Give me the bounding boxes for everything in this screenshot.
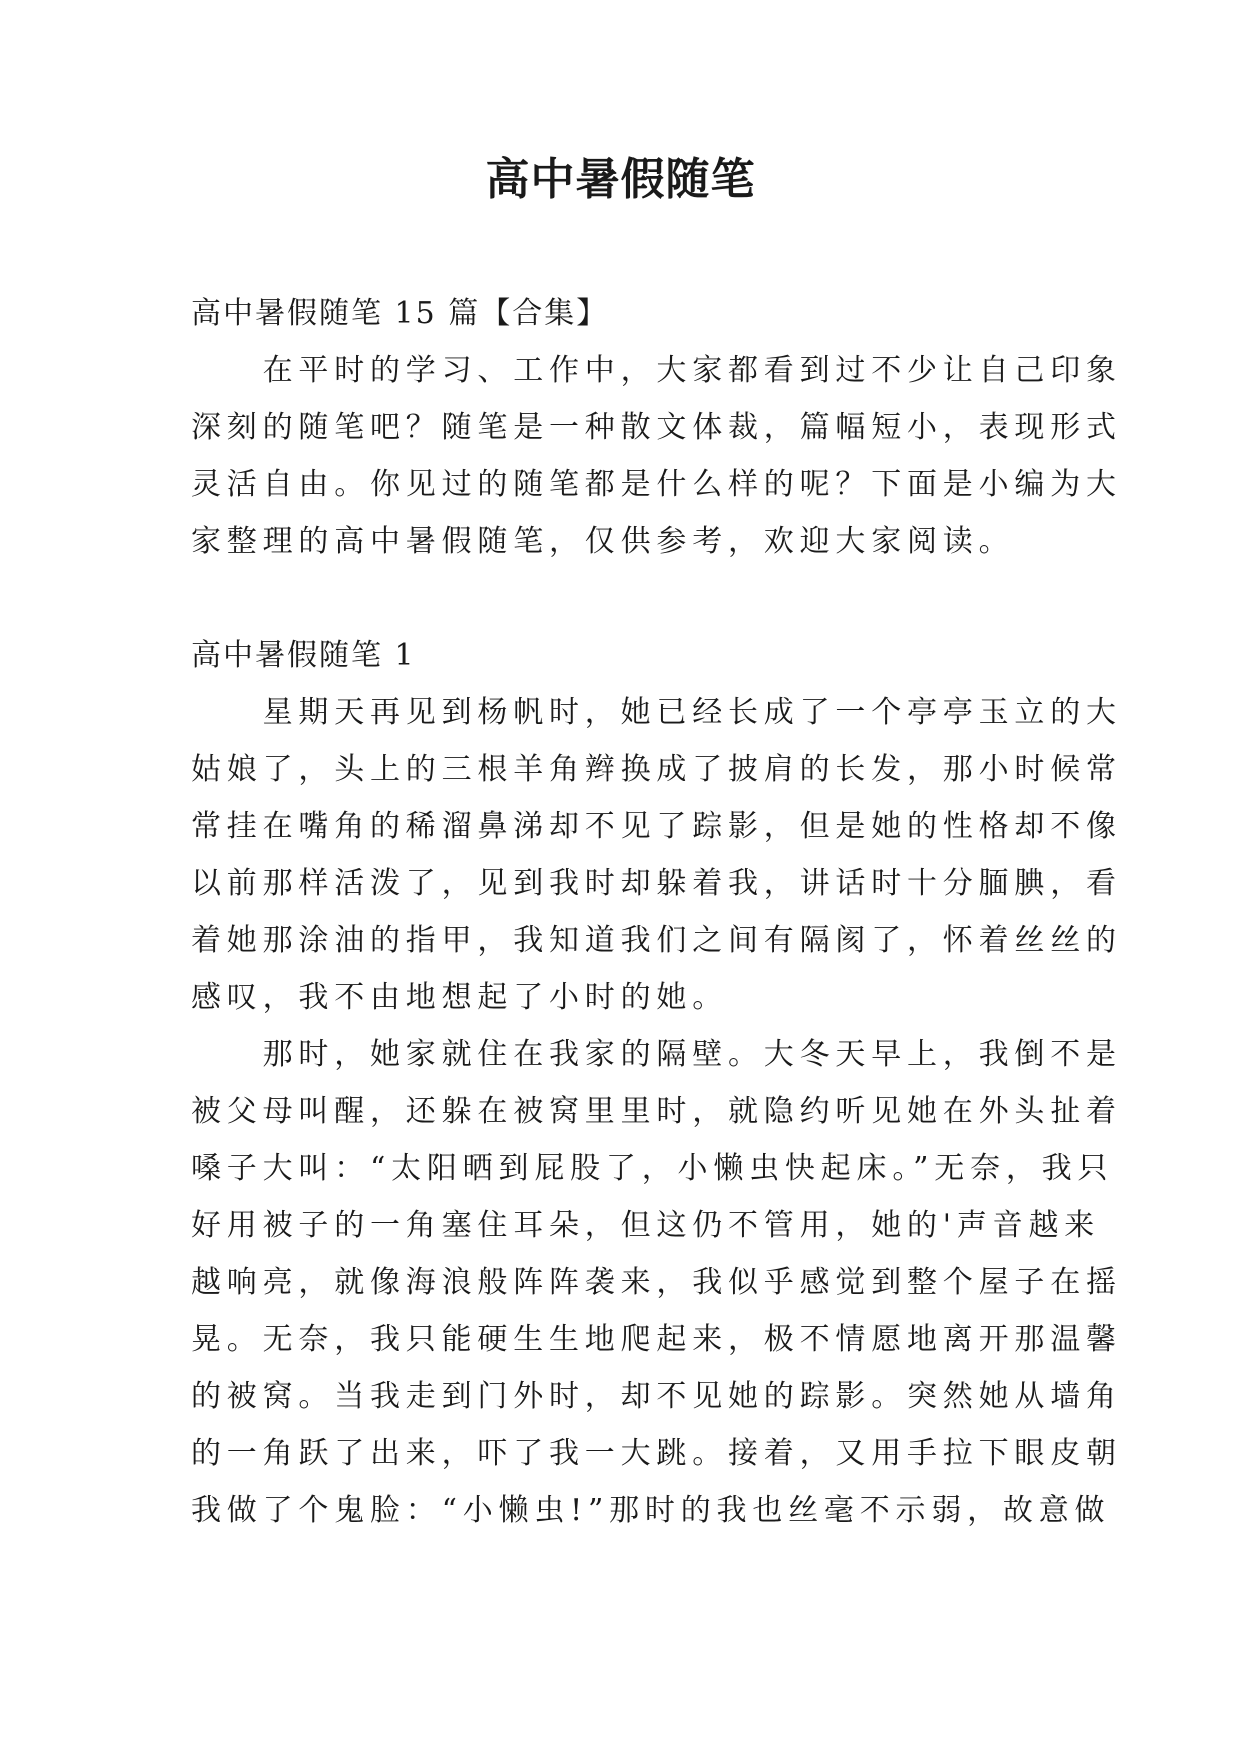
collection-heading: 高中暑假随笔 15 篇【合集】 bbox=[191, 296, 609, 331]
document-body bbox=[191, 285, 1122, 1539]
essay-line: 星期天再见到杨帆时，她已经长成了一个亭亭玉立的大 bbox=[191, 695, 1122, 730]
essay-line: 那时，她家就住在我家的隔壁。大冬天早上，我倒不是 bbox=[191, 1037, 1122, 1072]
essay-line: 着她那涂油的指甲，我知道我们之间有隔阂了，怀着丝丝的 bbox=[191, 923, 1122, 958]
essay-line: 好用被子的一角塞住耳朵，但这仍不管用，她的'声音越来 bbox=[191, 1208, 1101, 1243]
intro-line: 灵活自由。你见过的随笔都是什么样的呢？下面是小编为大 bbox=[191, 467, 1122, 502]
essay-line: 被父母叫醒，还躲在被窝里里时，就隐约听见她在外头扯着 bbox=[191, 1094, 1122, 1129]
intro-line: 深刻的随笔吧？随笔是一种散文体裁，篇幅短小，表现形式 bbox=[191, 410, 1122, 445]
blank-line bbox=[191, 570, 1051, 627]
essay-line: 的被窝。当我走到门外时，却不见她的踪影。突然她从墙角 bbox=[191, 1379, 1122, 1414]
intro-line: 在平时的学习、工作中，大家都看到过不少让自己印象 bbox=[191, 353, 1122, 388]
essay-line: 常挂在嘴角的稀溜鼻涕却不见了踪影，但是她的性格却不像 bbox=[191, 809, 1122, 844]
essay-line: 嗓子大叫：“太阳晒到屁股了，小懒虫快起床。”无奈，我只 bbox=[191, 1151, 1114, 1186]
document-title: 高中暑假随笔 bbox=[485, 154, 756, 205]
essay-1-heading: 高中暑假随笔 1 bbox=[191, 638, 416, 673]
intro-line: 家整理的高中暑假随笔，仅供参考，欢迎大家阅读。 bbox=[191, 524, 1015, 559]
essay-line: 姑娘了，头上的三根羊角辫换成了披肩的长发，那小时候常 bbox=[191, 752, 1122, 787]
essay-line: 以前那样活泼了，见到我时却躲着我，讲话时十分腼腆，看 bbox=[191, 866, 1122, 901]
essay-line: 我做了个鬼脸：“小懒虫!”那时的我也丝毫不示弱，故意做 bbox=[191, 1493, 1111, 1528]
essay-line: 的一角跃了出来，吓了我一大跳。接着，又用手拉下眼皮朝 bbox=[191, 1436, 1122, 1471]
essay-line: 越响亮，就像海浪般阵阵袭来，我似乎感觉到整个屋子在摇 bbox=[191, 1265, 1122, 1300]
essay-line: 晃。无奈，我只能硬生生地爬起来，极不情愿地离开那温馨 bbox=[191, 1322, 1122, 1357]
essay-line: 感叹，我不由地想起了小时的她。 bbox=[191, 980, 728, 1015]
